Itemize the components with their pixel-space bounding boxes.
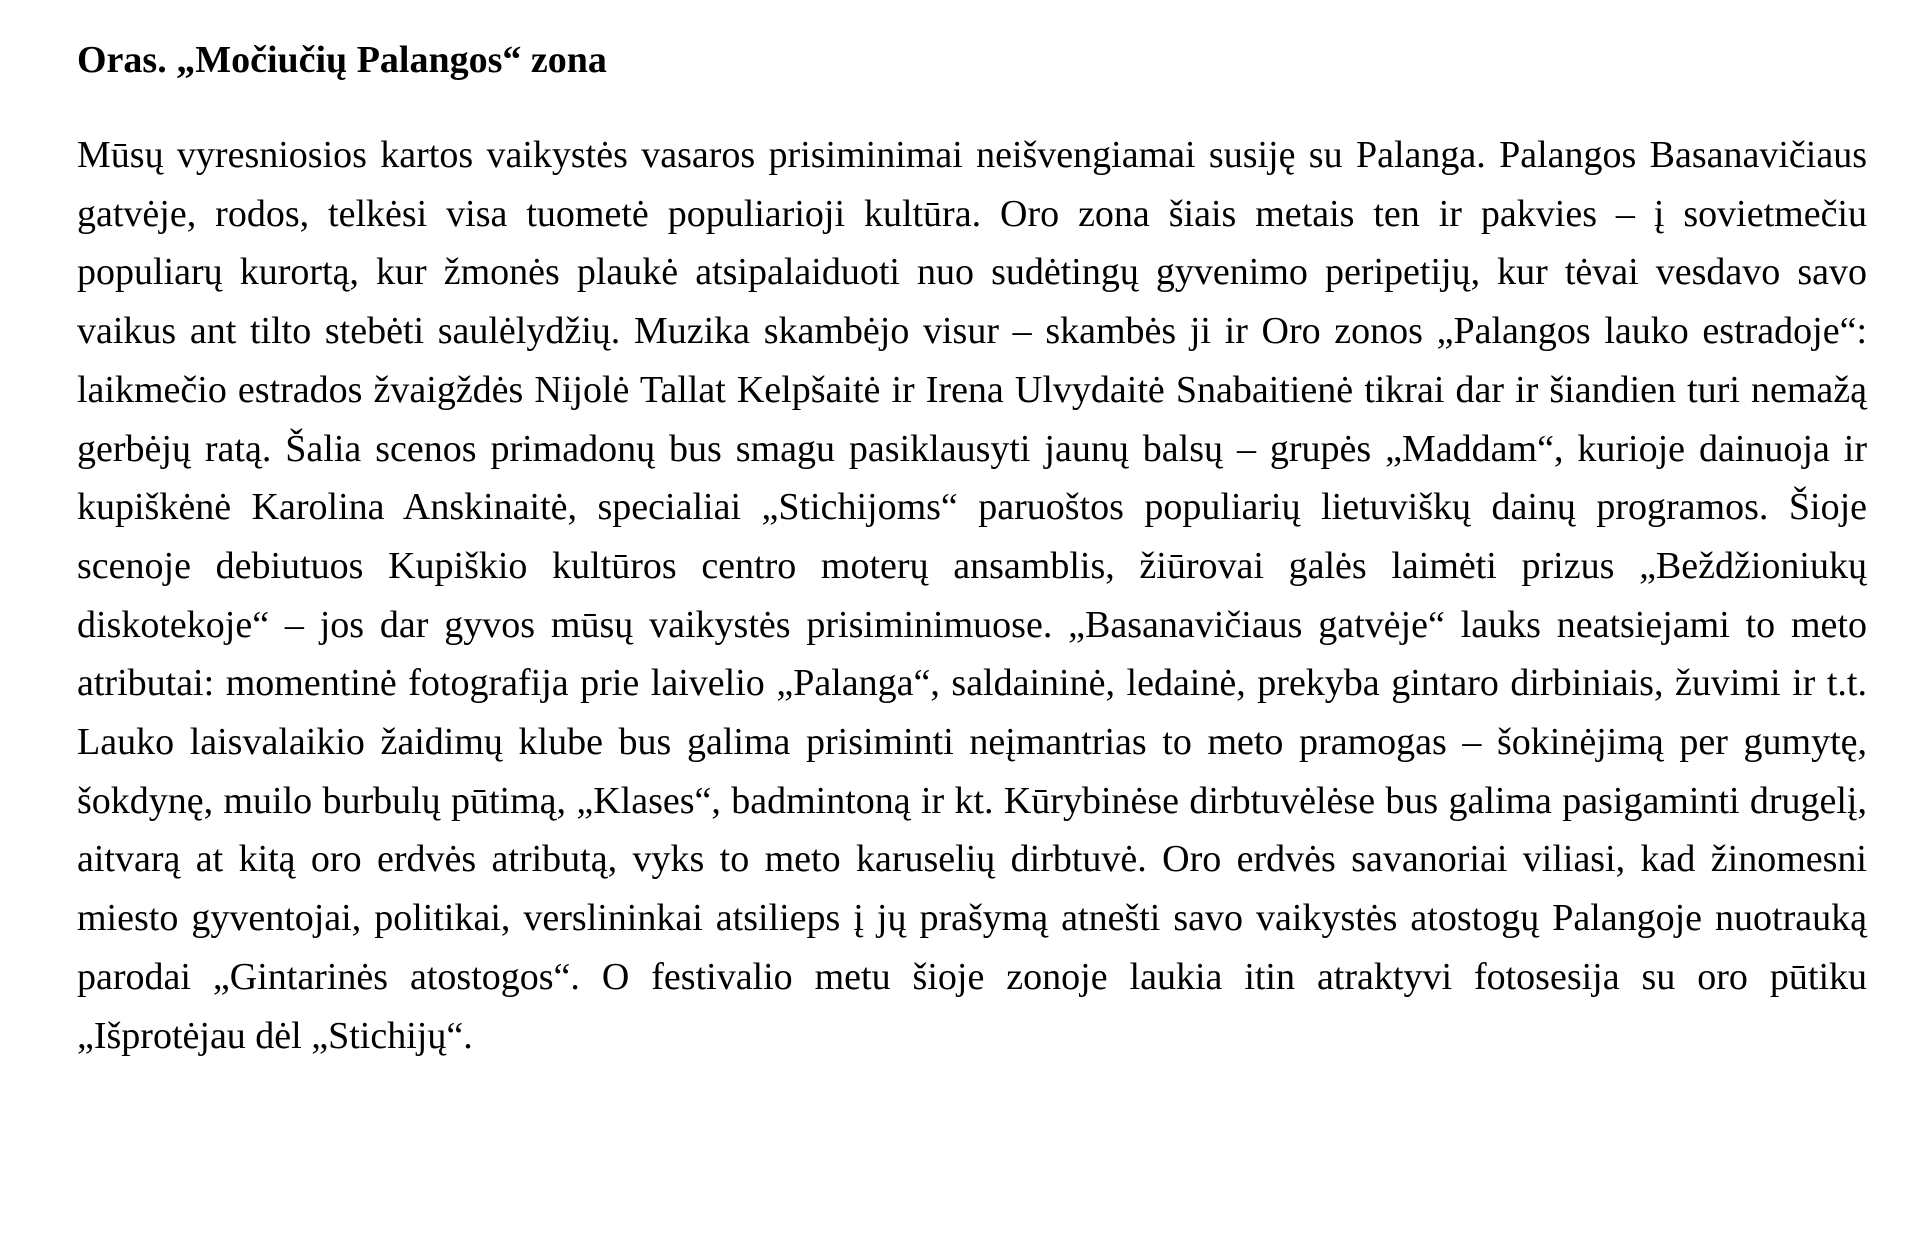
- document-title: Oras. „Močiučių Palangos“ zona: [77, 39, 607, 81]
- document-paragraph: Mūsų vyresniosios kartos vaikystės vasaros prisiminimai neišvengiamai susiję su Palanga. Palangos Basanavičiaus gatvėje, rodos, telkėsi visa tuometė populiarioji kultūra. Oro zona šiais metais ten ir pakvies – į sovietmečiu populiarų kurortą, kur žmonės plaukė atsipalaiduoti nuo sudėtingų gyvenimo peripetijų, kur tėvai vesdavo savo vaikus ant tilto stebėti saulėlydžių. Muzika skambėjo visur – skambės ji ir Oro zonos „Palangos lauko estradoje“: laikmečio estrados žvaigždės Nijolė Tallat Kelpšaitė ir Irena Ulvydaitė Snabaitienė tikrai dar ir šiandien turi nemažą gerbėjų ratą. Šalia scenos primadonų bus smagu pasiklausyti jaunų balsų – grupės „Maddam“, kurioje dainuoja ir kupiškėnė Karolina Anskinaitė, specialiai „Stichijoms“ paruoštos populiarių lietuviškų dainų programos. Šioje scenoje debiutuos Kupiškio kultūros centro moterų ansamblis, žiūrovai galės laimėti prizus „Beždžioniukų diskotekoje“ – jos dar gyvos mūsų vaikystės prisiminimuose. „Basanavičiaus gatvėje“ lauks neatsiejami to meto atributai: momentinė fotografija prie laivelio „Palanga“, saldaininė, ledainė, prekyba gintaro dirbiniais, žuvimi ir t.t. Lauko laisvalaikio žaidimų klube bus galima prisiminti neįmantrias to meto pramogas – šokinėjimą per gumytę, šokdynę, muilo burbulų pūtimą, „Klases“, badmintoną ir kt. Kūrybinėse dirbtuvėlėse bus galima pasigaminti drugelį, aitvarą at kitą oro erdvės atributą, vyks to meto karuselių dirbtuvė. Oro erdvės savanoriai viliasi, kad žinomesni miesto gyventojai, politikai, verslininkai atsilieps į jų prašymą atnešti savo vaikystės atostogų Palangoje nuotrauką parodai „Gintarinės atostogos“. O festivalio metu šioje zonoje laukia itin atraktyvi fotosesija su oro pūtiku „Išprotėjau dėl „Stichijų“.: [77, 134, 1867, 1057]
- document-page: [77, 30, 1867, 1065]
